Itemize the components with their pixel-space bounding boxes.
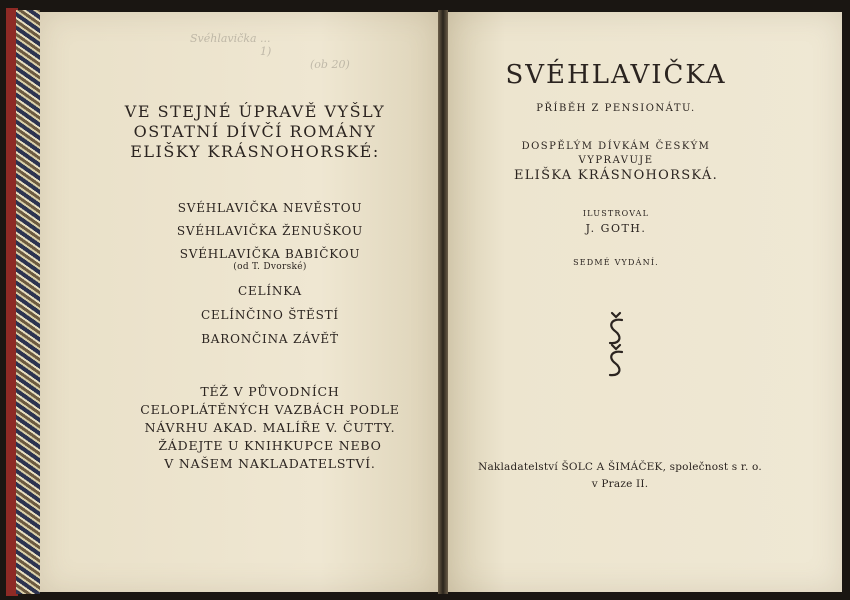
- book-note: (od T. Dvorské): [233, 262, 307, 272]
- book-title-heading: SVÉHLAVIČKA: [505, 60, 727, 90]
- book-gutter: [438, 10, 448, 594]
- publisher-line: v Praze II.: [591, 478, 649, 490]
- pencil-notes: [190, 32, 410, 92]
- dedication-line: DOSPĚLÝM DÍVKÁM ČESKÝM: [521, 141, 711, 152]
- pencil-note: 1): [260, 45, 272, 58]
- illustrator-name: J. GOTH.: [585, 222, 647, 235]
- binding-line: V NAŠEM NAKLADATELSTVÍ.: [164, 456, 376, 471]
- book-subtitle: PŘÍBĚH Z PENSIONÁTU.: [536, 103, 696, 114]
- pencil-note: Svéhlavička ...: [190, 32, 271, 45]
- binding-line: TÉŽ V PŮVODNÍCH: [200, 384, 340, 399]
- dedication-line: VYPRAVUJE: [578, 155, 654, 166]
- series-heading-line: VE STEJNÉ ÚPRAVĚ VYŠLY: [124, 102, 386, 121]
- binding-note: [100, 383, 440, 473]
- binding-line: NÁVRHU AKAD. MALÍŘE V. ČUTTY.: [144, 420, 396, 435]
- book-title: SVÉHLAVIČKA ŽENUŠKOU: [176, 224, 364, 238]
- publisher-info: [460, 459, 780, 493]
- pencil-note: (ob 20): [310, 58, 350, 71]
- author-name: ELIŠKA KRÁSNOHORSKÁ.: [513, 168, 719, 183]
- series-heading: [90, 102, 420, 162]
- right-page: [446, 12, 842, 592]
- series-heading-line: ELIŠKY KRÁSNOHORSKÉ:: [130, 142, 380, 161]
- binding-line: ŽÁDEJTE U KNIHKUPCE NEBO: [158, 438, 382, 453]
- book-title: SVÉHLAVIČKA NEVĚSTOU: [177, 201, 363, 215]
- book-title: SVÉHLAVIČKA BABIČKOU: [179, 247, 361, 261]
- dedication: [456, 140, 776, 168]
- series-heading-line: OSTATNÍ DÍVČÍ ROMÁNY: [133, 122, 377, 141]
- book-title: BARONČINA ZÁVĚŤ: [201, 332, 339, 346]
- book-title: CELÍNČINO ŠTĚSTÍ: [201, 308, 339, 322]
- illustrated-label: ILUSTROVAL: [582, 209, 650, 218]
- book-list: [120, 201, 420, 356]
- marbled-endpaper: [16, 10, 40, 594]
- binding-line: CELOPLÁTĚNÝCH VAZBÁCH PODLE: [140, 402, 400, 417]
- book-title: CELÍNKA: [238, 284, 302, 298]
- publisher-line: Nakladatelství ŠOLC A ŠIMÁČEK, společnost s r. o.: [478, 461, 762, 473]
- publisher-monogram-icon: [603, 310, 629, 386]
- edition-label: SEDMÉ VYDÁNÍ.: [573, 258, 659, 267]
